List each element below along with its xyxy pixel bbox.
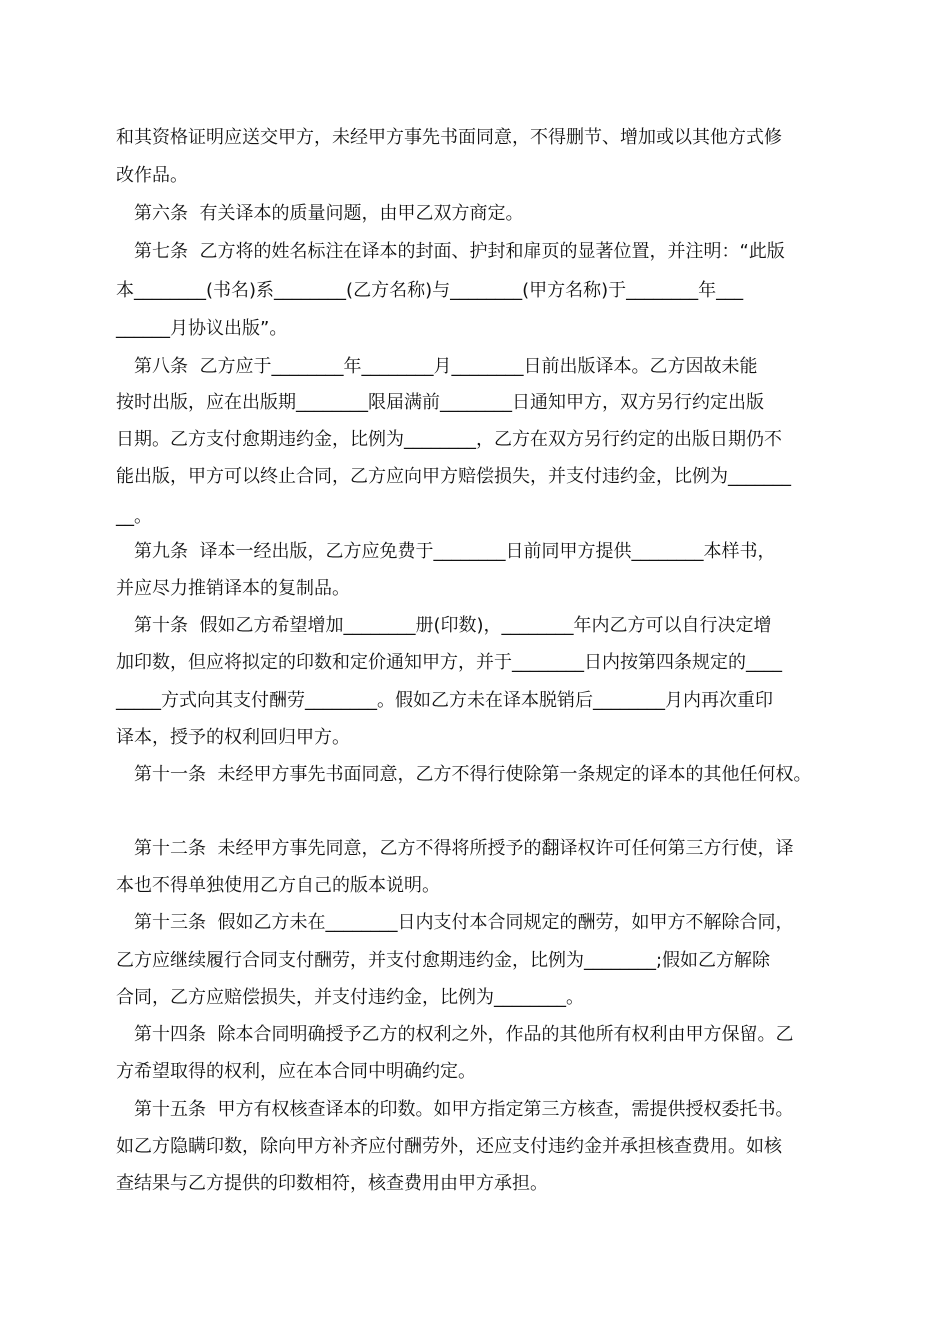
text-line: 本也不得单独使用乙方自己的版本说明。: [116, 875, 440, 896]
text-line: 改作品。: [116, 165, 188, 186]
article-7-line: 第七条 乙方将的姓名标注在译本的封面、护封和扉页的显著位置，并注明：“此版: [134, 241, 785, 262]
article-13-line: 第十三条 假如乙方未在________日内支付本合同规定的酬劳，如甲方不解除合同，: [134, 912, 794, 933]
text-line: 合同，乙方应赔偿损失，并支付违约金，比例为________。: [116, 987, 584, 1008]
text-line: 方希望取得的权利，应在本合同中明确约定。: [116, 1061, 476, 1082]
text-line: 如乙方隐瞒印数，除向甲方补齐应付酬劳外，还应支付违约金并承担核查费用。如核: [116, 1136, 782, 1157]
article-11-line: 第十一条 未经甲方事先书面同意，乙方不得行使除第一条规定的译本的其他任何权。: [134, 764, 812, 785]
article-8-line: 第八条 乙方应于________年________月________日前出版译本。乙方因故未能: [134, 356, 758, 377]
article-14-line: 第十四条 除本合同明确授予乙方的权利之外，作品的其他所有权利由甲方保留。乙: [134, 1024, 794, 1045]
text-line: 并应尽力推销译本的复制品。: [116, 578, 350, 599]
article-12-line: 第十二条 未经甲方事先同意，乙方不得将所授予的翻译权许可任何第三方行使，译: [134, 838, 794, 859]
text-line: 乙方应继续履行合同支付酬劳，并支付愈期违约金，比例为________;假如乙方解除: [116, 950, 771, 971]
text-line: _____方式向其支付酬劳________。假如乙方未在译本脱销后________月内再次重印: [116, 690, 773, 711]
text-line: 本________(书名)系________(乙方名称)与________(甲方名称)于________年___: [116, 280, 744, 301]
text-line: __。: [116, 506, 152, 527]
text-line: 和其资格证明应送交甲方，未经甲方事先书面同意，不得删节、增加或以其他方式修: [116, 127, 782, 148]
text-line: 加印数，但应将拟定的印数和定价通知甲方，并于________日内按第四条规定的____: [116, 652, 782, 673]
text-line: 按时出版，应在出版期________限届满前________日通知甲方，双方另行约定出版: [116, 392, 764, 413]
text-line: 能出版，甲方可以终止合同，乙方应向甲方赔偿损失，并支付违约金，比例为_______: [116, 466, 791, 487]
article-6-line: 第六条 有关译本的质量问题，由甲乙双方商定。: [134, 203, 524, 224]
text-line: 查结果与乙方提供的印数相符，核查费用由甲方承担。: [116, 1173, 548, 1194]
article-10-line: 第十条 假如乙方希望增加________册(印数)，________年内乙方可以自行决定增: [134, 615, 772, 636]
text-line: 日期。乙方支付愈期违约金，比例为________，乙方在双方另行约定的出版日期仍不: [116, 429, 782, 450]
article-9-line: 第九条 译本一经出版，乙方应免费于________日前同甲方提供________本样书，: [134, 541, 776, 562]
article-15-line: 第十五条 甲方有权核查译本的印数。如甲方指定第三方核查，需提供授权委托书。: [134, 1099, 794, 1120]
text-line: ______月协议出版”。: [116, 318, 288, 339]
text-line: 译本，授予的权利回归甲方。: [116, 727, 350, 748]
